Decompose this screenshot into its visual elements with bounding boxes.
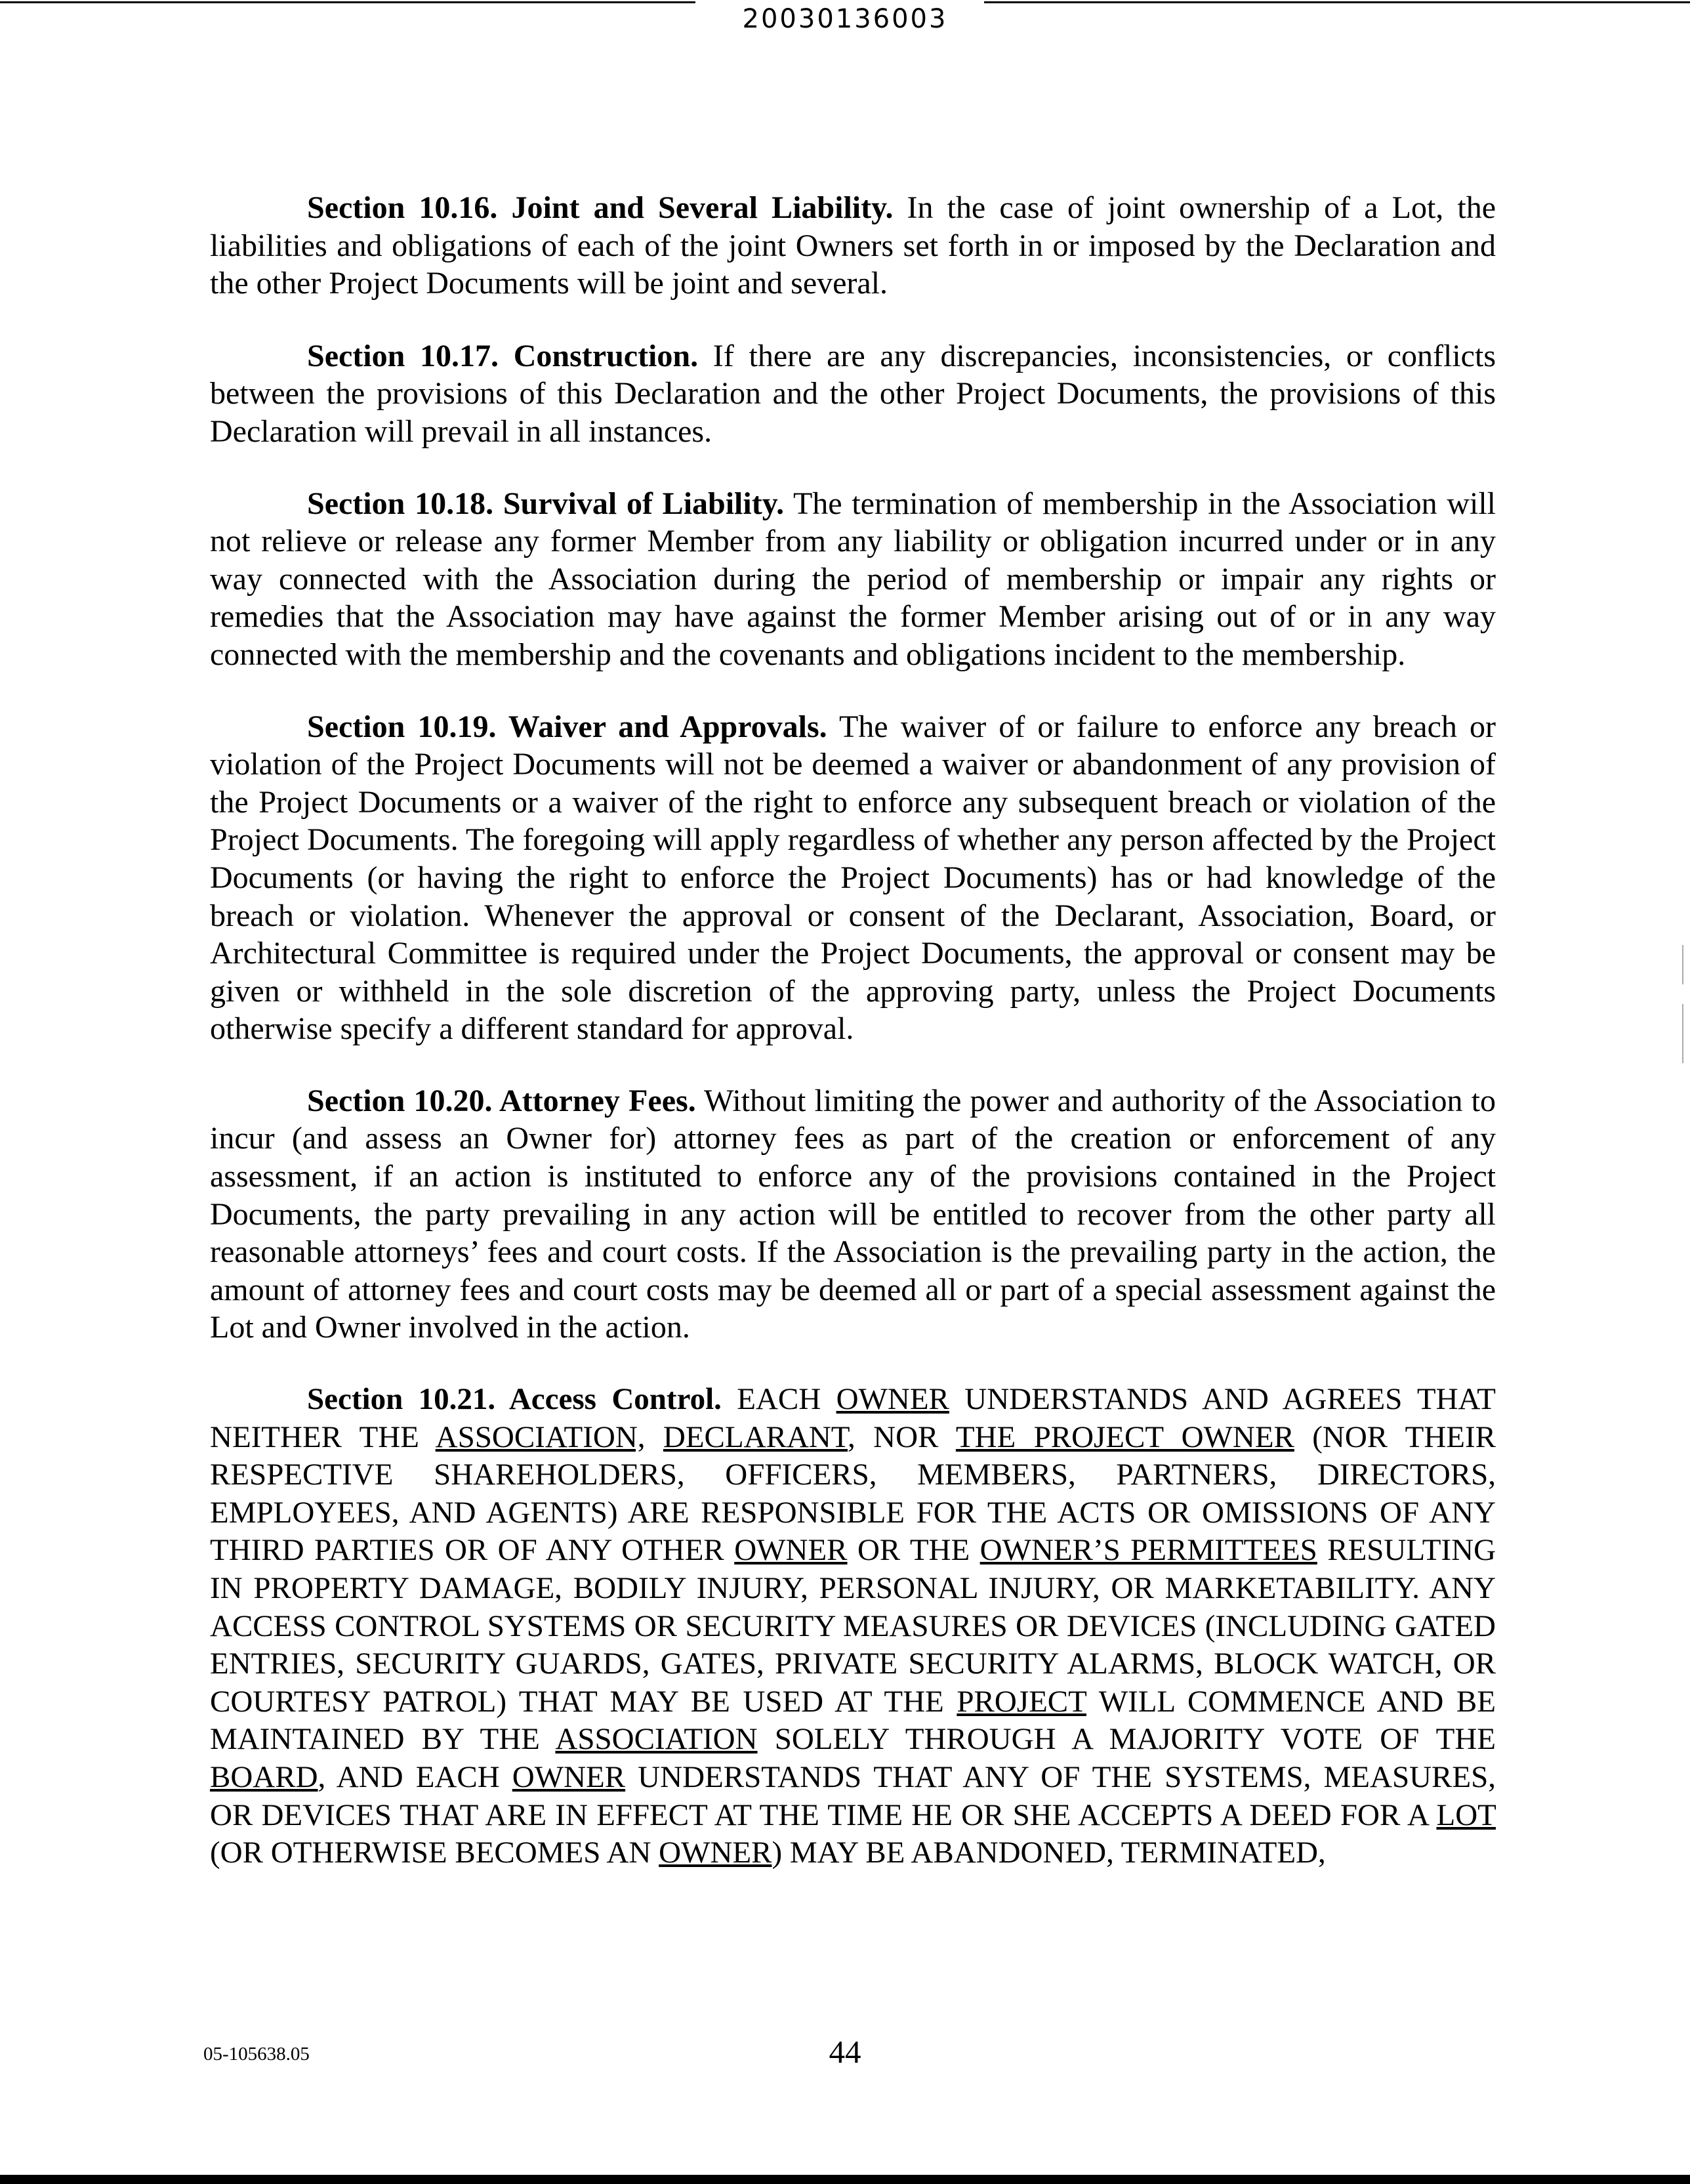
text-segment bbox=[646, 1420, 663, 1454]
section-10-20 bbox=[210, 1082, 1496, 1347]
defined-term: OWNER bbox=[734, 1533, 848, 1568]
section-heading: Section 10.18. Survival of Liability. bbox=[307, 486, 785, 521]
section-heading: Section 10.21. Access Control. bbox=[307, 1382, 722, 1417]
section-text: The waiver of or failure to enforce any breach or violation of the Project Documents will not be deemed a waiver or abandonment of any provision of the Project Documents or a waiver of the right to enforce any subsequent breach or violation of the Project Documents. The foregoing will apply regardless of whether any person affected by the Project Documents (or having the right to enforce the Project Documents) has or had knowledge of the breach or violation. Whenever the approval or consent of the Declarant, Association, Board, or Architectural Committee is required under the Project Documents, the approval or consent may be given or withheld in the sole discretion of the approving party, unless the Project Documents otherwise specify a different standard for approval. bbox=[210, 709, 1496, 1047]
defined-term: OWNER’S PERMITTEES bbox=[979, 1533, 1317, 1568]
text-segment: UNDERSTANDS THAT ANY OF THE SYSTEMS, MEASURES, OR DEVICES THAT ARE IN EFFECT AT THE TIME HE OR SHE ACCEPTS A DEED FOR A bbox=[210, 1759, 1496, 1832]
text-segment: , NOR bbox=[848, 1419, 956, 1454]
defined-term: THE PROJECT OWNER bbox=[955, 1419, 1294, 1454]
scan-edge-mark bbox=[1682, 1004, 1683, 1063]
section-text: If there are any discrepancies, inconsistencies, or conflicts between the provisions of this Declaration and the other Project Documents, the provisions of this Declaration will prevail in all instances. bbox=[210, 338, 1496, 449]
defined-term: OWNER bbox=[836, 1382, 949, 1417]
text-segment: WILL COMMENCE AND BE MAINTAINED BY THE bbox=[210, 1684, 1496, 1757]
text-segment: OR THE bbox=[847, 1533, 980, 1568]
text-segment: UNDERSTANDS AND AGREES THAT NEITHER THE bbox=[210, 1382, 1496, 1454]
text-segment: , AND EACH bbox=[318, 1759, 512, 1794]
page-number: 44 bbox=[829, 2034, 861, 2070]
scan-edge-mark bbox=[1682, 945, 1683, 984]
defined-term: ASSOCIATION bbox=[555, 1722, 758, 1757]
footer-doc-code: 05-105638.05 bbox=[203, 2044, 310, 2065]
section-heading: Section 10.19. Waiver and Approvals. bbox=[307, 709, 827, 744]
document-body bbox=[210, 189, 1496, 1872]
defined-term: OWNER bbox=[659, 1836, 772, 1870]
text-segment: RESULTING IN PROPERTY DAMAGE, BODILY INJURY, PERSONAL INJURY, OR MARKETABILITY. ANY ACCESS CONTROL SYSTEMS OR SECURITY MEASURES OR DEVICES (INCLUDING GATED ENTRIES, SECURITY GUARDS, GATES, PRIVATE SECURITY ALARMS, BLOCK WATCH, OR COURTESY PATROL) THAT MAY BE USED AT THE bbox=[210, 1533, 1496, 1719]
section-heading: Section 10.17. Construction. bbox=[307, 338, 699, 373]
section-heading: Section 10.20. Attorney Fees. bbox=[307, 1083, 696, 1118]
defined-term: ASSOCIATION, bbox=[435, 1419, 646, 1454]
text-segment: EACH bbox=[721, 1382, 836, 1417]
document-id: 20030136003 bbox=[742, 4, 948, 34]
text-segment: (OR OTHERWISE BECOMES AN bbox=[210, 1836, 659, 1870]
text-segment: SOLELY THROUGH A MAJORITY VOTE OF THE bbox=[757, 1722, 1496, 1757]
text-segment: (NOR THEIR RESPECTIVE SHAREHOLDERS, OFFICERS, MEMBERS, PARTNERS, DIRECTORS, EMPLOYEES, AND AGENTS) ARE RESPONSIBLE FOR THE ACTS OR OMISSIONS OF ANY THIRD PARTIES OR OF ANY OTHER bbox=[210, 1419, 1496, 1568]
bottom-scan-rule bbox=[0, 2175, 1690, 2184]
defined-term: BOARD bbox=[210, 1759, 318, 1794]
section-10-19 bbox=[210, 708, 1496, 1048]
section-heading: Section 10.16. Joint and Several Liability. bbox=[307, 190, 894, 225]
defined-term: OWNER bbox=[512, 1759, 626, 1794]
defined-term: PROJECT bbox=[957, 1684, 1086, 1719]
section-10-17 bbox=[210, 337, 1496, 451]
section-10-18 bbox=[210, 485, 1496, 674]
section-text: Without limiting the power and authority of the Association to incur (and assess an Owner for) attorney fees as part of the creation or enforcement of any assessment, if an action is instituted to enforce any of the provisions contained in the Project Documents, the party prevailing in any action will be entitled to recover from the other party all reasonable attorneys’ fees and court costs. If the Association is the prevailing party in the action, the amount of attorney fees and court costs may be deemed all or part of a special assessment against the Lot and Owner involved in the action. bbox=[210, 1083, 1496, 1345]
defined-term: LOT bbox=[1436, 1797, 1496, 1832]
section-10-21 bbox=[210, 1381, 1496, 1872]
section-text: In the case of joint ownership of a Lot, the liabilities and obligations of each of the joint Owners set forth in or imposed by the Declaration and the other Project Documents will be joint and several. bbox=[210, 190, 1496, 301]
section-10-16 bbox=[210, 189, 1496, 303]
section-text: The termination of membership in the Association will not relieve or release any former Member from any liability or obligation incurred under or in any way connected with the Association during the period of membership or impair any rights or remedies that the Association may have against the former Member arising out of or in any way connected with the membership and the covenants and obligations incident to the membership. bbox=[210, 486, 1496, 672]
text-segment: ) MAY BE ABANDONED, TERMINATED, bbox=[772, 1836, 1326, 1870]
defined-term: DECLARANT bbox=[663, 1419, 848, 1454]
